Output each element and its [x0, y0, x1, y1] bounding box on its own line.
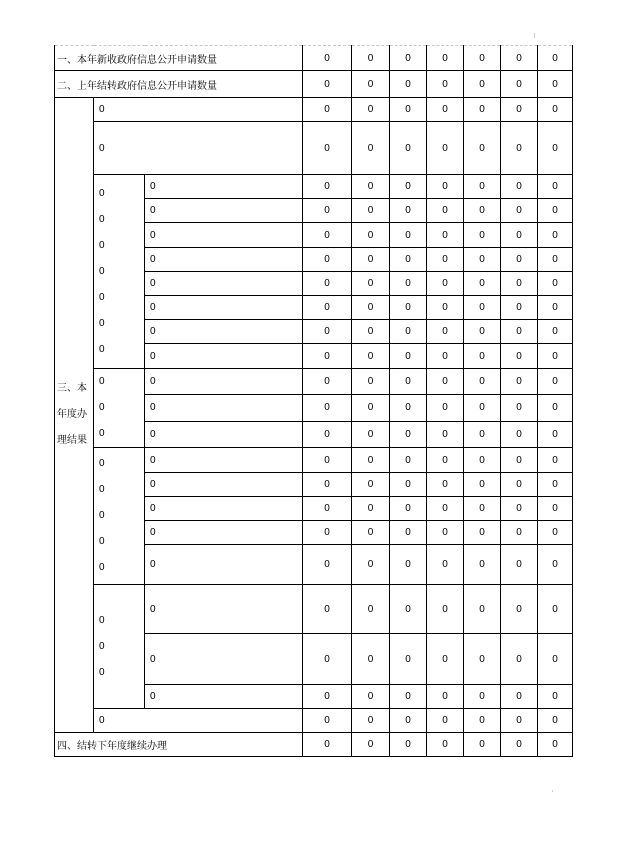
cell-value: 0: [427, 320, 464, 344]
cell-value: 0: [352, 71, 390, 98]
row-label: 0: [94, 98, 303, 122]
cell-value: 0: [427, 272, 464, 296]
row-label: 二、上年结转政府信息公开申请数量: [55, 71, 303, 98]
cell-value: 0: [501, 421, 538, 447]
page-corner-mark: [552, 790, 553, 792]
cell-value: 0: [427, 199, 464, 223]
cell-value: 0: [501, 320, 538, 344]
cell-value: 0: [303, 296, 352, 320]
cell-value: 0: [538, 448, 573, 473]
cell-value: 0: [538, 395, 573, 421]
cell-value: 0: [303, 634, 352, 685]
cell-value: 0: [390, 585, 427, 634]
cell-value: 0: [501, 497, 538, 521]
cell-value: 0: [352, 46, 390, 71]
cell-value: 0: [464, 634, 501, 685]
cell-value: 0: [427, 521, 464, 545]
cell-value: 0: [352, 199, 390, 223]
group-label-line: 0: [99, 484, 105, 495]
cell-value: 0: [352, 421, 390, 447]
group-label: [94, 585, 145, 709]
cell-value: 0: [464, 497, 501, 521]
cell-value: 0: [303, 199, 352, 223]
cell-value: 0: [538, 369, 573, 395]
group-label-line: 0: [99, 536, 105, 547]
cell-value: 0: [427, 634, 464, 685]
cell-value: 0: [464, 545, 501, 585]
cell-value: 0: [501, 685, 538, 709]
cell-value: 0: [352, 296, 390, 320]
statistics-table: [54, 45, 573, 757]
group-label-line: 0: [99, 510, 105, 521]
cell-value: 0: [501, 71, 538, 98]
cell-value: 0: [427, 585, 464, 634]
cell-value: 0: [427, 46, 464, 71]
row-label: 0: [145, 296, 303, 320]
row-label: 0: [94, 122, 303, 175]
group-label: [94, 448, 145, 585]
cell-value: 0: [352, 98, 390, 122]
cell-value: 0: [538, 585, 573, 634]
cell-value: 0: [464, 122, 501, 175]
page-corner-mark: [534, 33, 535, 38]
cell-value: 0: [501, 585, 538, 634]
cell-value: 0: [501, 709, 538, 733]
cell-value: 0: [538, 98, 573, 122]
cell-value: 0: [390, 733, 427, 757]
cell-value: 0: [427, 473, 464, 497]
cell-value: 0: [427, 344, 464, 369]
group-label-line: 0: [99, 402, 105, 413]
row-label: 0: [145, 448, 303, 473]
group-label-line: 0: [99, 187, 105, 199]
cell-value: 0: [538, 223, 573, 248]
cell-value: 0: [464, 585, 501, 634]
cell-value: 0: [303, 98, 352, 122]
cell-value: 0: [390, 395, 427, 421]
cell-value: 0: [352, 320, 390, 344]
cell-value: 0: [464, 223, 501, 248]
cell-value: 0: [390, 248, 427, 272]
cell-value: 0: [538, 733, 573, 757]
table-row: [55, 733, 573, 757]
cell-value: 0: [303, 223, 352, 248]
group-label-line: 0: [99, 317, 105, 329]
cell-value: 0: [303, 71, 352, 98]
cell-value: 0: [303, 46, 352, 71]
cell-value: 0: [303, 733, 352, 757]
row-label: 0: [145, 223, 303, 248]
group-label-line: 0: [99, 614, 105, 626]
cell-value: 0: [501, 344, 538, 369]
row-label: 0: [145, 175, 303, 199]
cell-value: 0: [390, 71, 427, 98]
cell-value: 0: [352, 448, 390, 473]
row-label: 0: [145, 320, 303, 344]
cell-value: 0: [538, 545, 573, 585]
table-row: [55, 71, 573, 98]
cell-value: 0: [501, 296, 538, 320]
cell-value: 0: [352, 175, 390, 199]
cell-value: 0: [501, 395, 538, 421]
cell-value: 0: [427, 248, 464, 272]
cell-value: 0: [390, 272, 427, 296]
cell-value: 0: [352, 473, 390, 497]
cell-value: 0: [501, 473, 538, 497]
cell-value: 0: [538, 421, 573, 447]
cell-value: 0: [303, 344, 352, 369]
group-label: [94, 369, 145, 448]
cell-value: 0: [390, 320, 427, 344]
cell-value: 0: [303, 685, 352, 709]
row-label: 0: [145, 248, 303, 272]
group-label-line: 0: [99, 458, 105, 469]
table-row: [55, 369, 573, 395]
row-label: 0: [145, 421, 303, 447]
cell-value: 0: [390, 223, 427, 248]
row-label: 0: [145, 634, 303, 685]
table-row: [55, 709, 573, 733]
cell-value: 0: [538, 272, 573, 296]
cell-value: 0: [303, 585, 352, 634]
cell-value: 0: [352, 395, 390, 421]
row-label: 0: [94, 709, 303, 733]
cell-value: 0: [501, 248, 538, 272]
cell-value: 0: [427, 709, 464, 733]
cell-value: 0: [464, 296, 501, 320]
row-label: 四、结转下年度继续办理: [55, 733, 303, 757]
cell-value: 0: [390, 98, 427, 122]
cell-value: 0: [501, 733, 538, 757]
cell-value: 0: [501, 199, 538, 223]
cell-value: 0: [538, 71, 573, 98]
cell-value: 0: [464, 448, 501, 473]
cell-value: 0: [303, 122, 352, 175]
cell-value: 0: [501, 122, 538, 175]
cell-value: 0: [427, 296, 464, 320]
cell-value: 0: [538, 634, 573, 685]
row-label: 0: [145, 344, 303, 369]
cell-value: 0: [390, 199, 427, 223]
cell-value: 0: [501, 634, 538, 685]
cell-value: 0: [352, 497, 390, 521]
group-label-line: 0: [99, 428, 105, 439]
cell-value: 0: [501, 369, 538, 395]
cell-value: 0: [501, 98, 538, 122]
cell-value: 0: [427, 175, 464, 199]
cell-value: 0: [538, 320, 573, 344]
group-label-line: 0: [99, 666, 105, 678]
cell-value: 0: [352, 634, 390, 685]
group-label-line: 0: [99, 376, 105, 387]
cell-value: 0: [427, 395, 464, 421]
cell-value: 0: [390, 344, 427, 369]
row-label: 一、本年新收政府信息公开申请数量: [55, 46, 303, 71]
cell-value: 0: [464, 71, 501, 98]
cell-value: 0: [352, 709, 390, 733]
cell-value: 0: [427, 733, 464, 757]
cell-value: 0: [464, 98, 501, 122]
cell-value: 0: [303, 175, 352, 199]
group-label-line: 0: [99, 291, 105, 303]
cell-value: 0: [303, 497, 352, 521]
cell-value: 0: [303, 395, 352, 421]
cell-value: 0: [464, 344, 501, 369]
row-label: 0: [145, 585, 303, 634]
cell-value: 0: [390, 175, 427, 199]
group-label: [94, 175, 145, 369]
cell-value: 0: [303, 248, 352, 272]
cell-value: 0: [390, 46, 427, 71]
cell-value: 0: [464, 709, 501, 733]
cell-value: 0: [352, 585, 390, 634]
group-label-line: 0: [99, 239, 105, 251]
cell-value: 0: [464, 46, 501, 71]
cell-value: 0: [390, 545, 427, 585]
cell-value: 0: [390, 296, 427, 320]
row-label: 0: [145, 545, 303, 585]
cell-value: 0: [352, 248, 390, 272]
cell-value: 0: [352, 733, 390, 757]
cell-value: 0: [303, 272, 352, 296]
group-label-line: 0: [99, 640, 105, 652]
row-label: 0: [145, 199, 303, 223]
table-row: [55, 46, 573, 71]
cell-value: 0: [427, 545, 464, 585]
cell-value: 0: [352, 685, 390, 709]
cell-value: 0: [538, 521, 573, 545]
cell-value: 0: [464, 272, 501, 296]
cell-value: 0: [538, 248, 573, 272]
cell-value: 0: [427, 497, 464, 521]
row-label: 0: [145, 395, 303, 421]
cell-value: 0: [538, 175, 573, 199]
cell-value: 0: [303, 473, 352, 497]
cell-value: 0: [464, 395, 501, 421]
cell-value: 0: [501, 448, 538, 473]
cell-value: 0: [538, 497, 573, 521]
cell-value: 0: [538, 685, 573, 709]
row-label: 0: [145, 369, 303, 395]
cell-value: 0: [303, 709, 352, 733]
cell-value: 0: [390, 473, 427, 497]
group-label-line: 0: [99, 265, 105, 277]
cell-value: 0: [538, 473, 573, 497]
cell-value: 0: [303, 421, 352, 447]
cell-value: 0: [427, 223, 464, 248]
cell-value: 0: [427, 71, 464, 98]
cell-value: 0: [390, 421, 427, 447]
cell-value: 0: [538, 199, 573, 223]
cell-value: 0: [390, 521, 427, 545]
row-label: 0: [145, 685, 303, 709]
cell-value: 0: [427, 98, 464, 122]
section-3-label: 三、本年度办理结果: [55, 98, 94, 733]
cell-value: 0: [501, 175, 538, 199]
group-label-line: 0: [99, 343, 105, 355]
cell-value: 0: [390, 709, 427, 733]
cell-value: 0: [464, 733, 501, 757]
cell-value: 0: [390, 685, 427, 709]
cell-value: 0: [390, 122, 427, 175]
table-row: [55, 98, 573, 122]
cell-value: 0: [501, 521, 538, 545]
cell-value: 0: [464, 199, 501, 223]
cell-value: 0: [352, 344, 390, 369]
cell-value: 0: [464, 175, 501, 199]
cell-value: 0: [464, 473, 501, 497]
cell-value: 0: [538, 122, 573, 175]
row-label: 0: [145, 272, 303, 296]
table-row: [55, 122, 573, 175]
cell-value: 0: [464, 369, 501, 395]
cell-value: 0: [501, 46, 538, 71]
cell-value: 0: [464, 248, 501, 272]
cell-value: 0: [538, 344, 573, 369]
row-label: 0: [145, 521, 303, 545]
cell-value: 0: [501, 223, 538, 248]
cell-value: 0: [427, 369, 464, 395]
cell-value: 0: [464, 421, 501, 447]
cell-value: 0: [352, 223, 390, 248]
cell-value: 0: [538, 296, 573, 320]
cell-value: 0: [352, 369, 390, 395]
table-row: [55, 448, 573, 473]
cell-value: 0: [538, 46, 573, 71]
cell-value: 0: [390, 369, 427, 395]
row-label: 0: [145, 473, 303, 497]
cell-value: 0: [538, 709, 573, 733]
table-row: [55, 175, 573, 199]
cell-value: 0: [390, 448, 427, 473]
group-label-line: 0: [99, 213, 105, 225]
cell-value: 0: [390, 497, 427, 521]
table-row: [55, 585, 573, 634]
cell-value: 0: [464, 320, 501, 344]
cell-value: 0: [427, 448, 464, 473]
cell-value: 0: [390, 634, 427, 685]
cell-value: 0: [352, 545, 390, 585]
cell-value: 0: [464, 521, 501, 545]
cell-value: 0: [352, 122, 390, 175]
cell-value: 0: [352, 272, 390, 296]
cell-value: 0: [303, 320, 352, 344]
row-label: 0: [145, 497, 303, 521]
group-label-line: 0: [99, 562, 105, 573]
cell-value: 0: [303, 369, 352, 395]
cell-value: 0: [427, 122, 464, 175]
cell-value: 0: [427, 685, 464, 709]
cell-value: 0: [303, 521, 352, 545]
cell-value: 0: [352, 521, 390, 545]
cell-value: 0: [427, 421, 464, 447]
cell-value: 0: [501, 545, 538, 585]
cell-value: 0: [303, 545, 352, 585]
cell-value: 0: [303, 448, 352, 473]
cell-value: 0: [464, 685, 501, 709]
cell-value: 0: [501, 272, 538, 296]
